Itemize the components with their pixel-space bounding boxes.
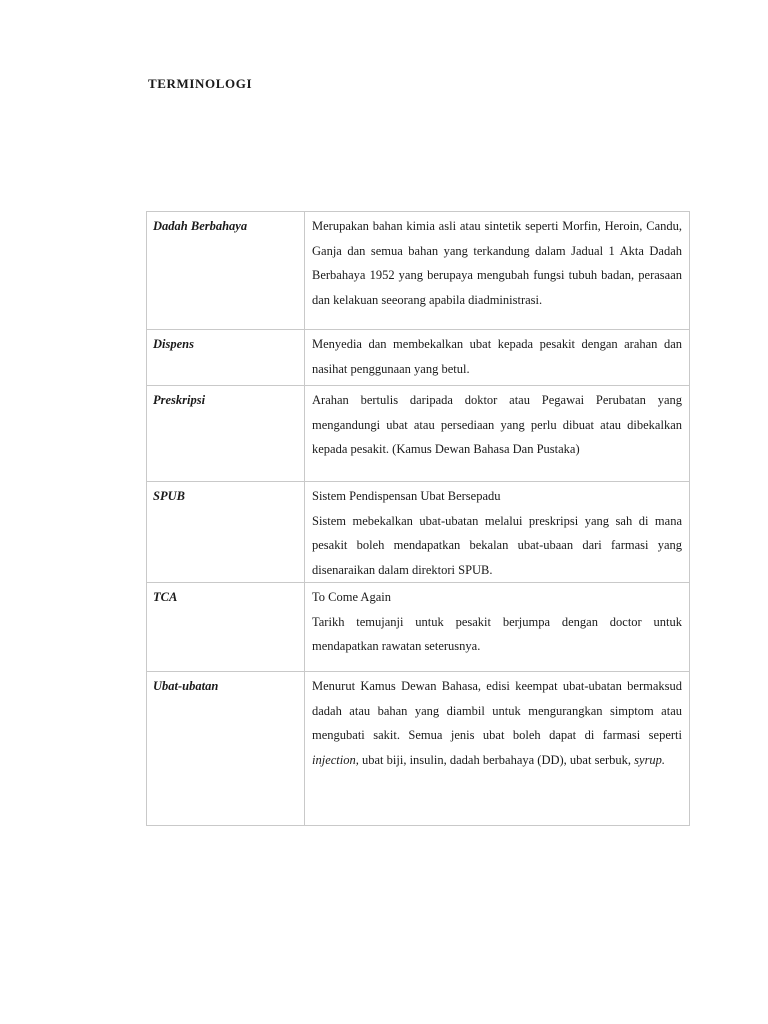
- definition-italic-term: injection,: [312, 752, 359, 767]
- definition-text-part: Menurut Kamus Dewan Bahasa, edisi keempat ubat-ubatan bermaksud dadah atau bahan yang diambil untuk mengurangkan simptom atau mengubati sakit. Semua jenis ubat boleh dapat di farmasi seperti: [312, 679, 682, 742]
- term-cell: TCA: [147, 583, 305, 672]
- definition-text: [312, 674, 682, 772]
- definition-text-part: ubat biji, insulin, dadah berbahaya (DD), ubat serbuk,: [358, 752, 635, 767]
- definition-cell: [305, 386, 690, 482]
- definition-text: Arahan bertulis daripada doktor atau Pegawai Perubatan yang mengandungi ubat atau persediaan yang perlu dibuat atau dibekalkan kepada pesakit. (Kamus Dewan Bahasa Dan Pustaka): [312, 393, 682, 456]
- table-row: [147, 482, 690, 583]
- definition-cell: [305, 212, 690, 330]
- table-row: [147, 672, 690, 826]
- term-cell: Dispens: [147, 330, 305, 386]
- definition-cell: [305, 330, 690, 386]
- definition-cell: [305, 583, 690, 672]
- definition-text: Tarikh temujanji untuk pesakit berjumpa dengan doctor untuk mendapatkan rawatan seterusnya.: [312, 614, 682, 653]
- table-row: [147, 212, 690, 330]
- term-expansion: Sistem Pendispensan Ubat Bersepadu: [312, 489, 501, 503]
- definition-text: Menyedia dan membekalkan ubat kepada pesakit dengan arahan dan nasihat penggunaan yang betul.: [312, 337, 682, 376]
- term-cell: Preskripsi: [147, 386, 305, 482]
- term-cell: Dadah Berbahaya: [147, 212, 305, 330]
- definition-cell: [305, 482, 690, 583]
- term-cell: Ubat-ubatan: [147, 672, 305, 826]
- terminology-table: [146, 211, 690, 826]
- term-expansion: To Come Again: [312, 590, 391, 604]
- table-row: [147, 583, 690, 672]
- term-cell: SPUB: [147, 482, 305, 583]
- table-row: [147, 386, 690, 482]
- definition-text: Merupakan bahan kimia asli atau sintetik seperti Morfin, Heroin, Candu, Ganja dan semua bahan yang terkandung dalam Jadual 1 Akta Dadah Berbahaya 1952 yang berupaya mengubah fungsi tubuh badan, perasaan dan kelakuan seeorang apabila diadministrasi.: [312, 219, 682, 307]
- table-row: [147, 330, 690, 386]
- definition-cell: [305, 672, 690, 826]
- definition-italic-term: syrup.: [634, 752, 666, 767]
- definition-text: Sistem mebekalkan ubat-ubatan melalui preskripsi yang sah di mana pesakit boleh mendapatkan bekalan ubat-ubaan dari farmasi yang disenaraikan dalam direktori SPUB.: [312, 513, 682, 577]
- page-title: TERMINOLOGI: [148, 76, 253, 91]
